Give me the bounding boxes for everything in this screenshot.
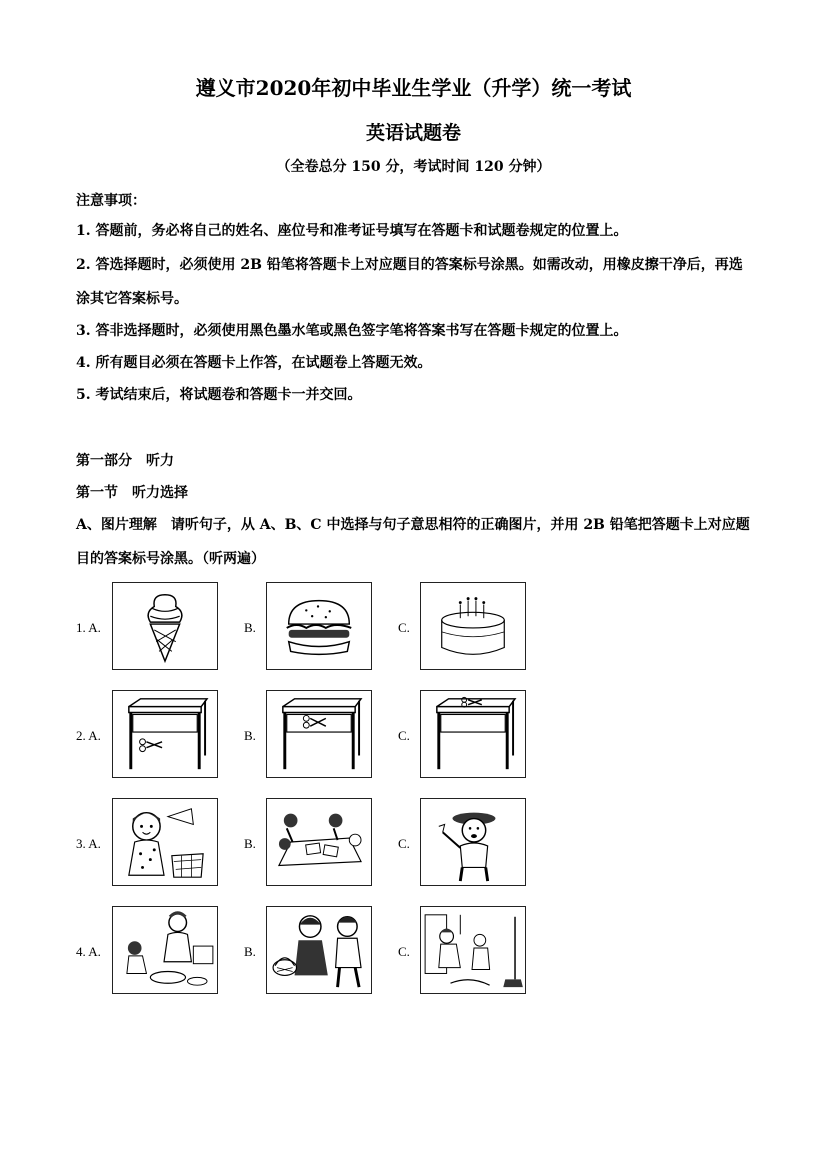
q3-image-c[interactable] <box>420 798 526 886</box>
ice-cream-cone-icon <box>113 583 217 669</box>
section-instruction: A、图片理解 请听句子，从 A、B、C 中选择与句子意思相符的正确图片，并用 2B 铅笔把答题卡上对应题目的答案标号涂黑。（听两遍） <box>76 517 750 567</box>
girl-with-flower-and-basket-icon <box>113 799 217 885</box>
exam-title: 遵义市2020年初中毕业生学业（升学）统一考试 <box>195 76 632 100</box>
q2-image-a[interactable] <box>112 690 218 778</box>
q4-image-b[interactable] <box>266 906 372 994</box>
section-title: 第一节 听力选择 <box>76 485 188 501</box>
boy-with-basket-and-friend-icon <box>267 907 371 993</box>
q1-image-a[interactable] <box>112 582 218 670</box>
family-cleaning-house-icon <box>421 907 525 993</box>
note-item-2: 2. 答选择题时，必须使用 2B 铅笔将答题卡上对应题目的答案标号涂黑。如需改动，用橡皮擦干净后，再选涂其它答案标号。 <box>76 257 743 307</box>
scissors-on-table-icon <box>421 691 525 777</box>
q1-image-c[interactable] <box>420 582 526 670</box>
note-item-1: 1. 答题前，务必将自己的姓名、座位号和准考证号填写在答题卡和试题卷规定的位置上。 <box>76 223 628 239</box>
hamburger-icon <box>267 583 371 669</box>
q1-option-b-label: B. <box>244 620 256 635</box>
q1-option-a-label: 1. A. <box>76 620 101 635</box>
q4-option-c-label: C. <box>398 944 410 959</box>
exam-info: （全卷总分 150 分，考试时间 120 分钟） <box>276 159 551 175</box>
q4-image-a[interactable] <box>112 906 218 994</box>
notes-heading: 注意事项： <box>76 193 146 209</box>
q3-image-b[interactable] <box>266 798 372 886</box>
note-item-3: 3. 答非选择题时，必须使用黑色墨水笔或黑色签字笔将答案书写在答题卡规定的位置上。 <box>76 323 628 339</box>
scissors-under-table-icon <box>113 691 217 777</box>
scissors-in-drawer-icon <box>267 691 371 777</box>
q4-option-b-label: B. <box>244 944 256 959</box>
note-item-5: 5. 考试结束后，将试题卷和答题卡一并交回。 <box>76 387 362 403</box>
boy-washing-mothers-feet-icon <box>113 907 217 993</box>
q3-option-b-label: B. <box>244 836 256 851</box>
q2-option-a-label: 2. A. <box>76 728 101 743</box>
q2-image-b[interactable] <box>266 690 372 778</box>
q1-option-c-label: C. <box>398 620 410 635</box>
q4-image-c[interactable] <box>420 906 526 994</box>
q2-option-b-label: B. <box>244 728 256 743</box>
q2-image-c[interactable] <box>420 690 526 778</box>
q3-option-a-label: 3. A. <box>76 836 101 851</box>
q3-image-a[interactable] <box>112 798 218 886</box>
part-title: 第一部分 听力 <box>76 453 174 469</box>
exam-subtitle: 英语试题卷 <box>365 122 461 144</box>
birthday-cake-icon <box>421 583 525 669</box>
girl-with-hat-singing-icon <box>421 799 525 885</box>
note-item-4: 4. 所有题目必须在答题卡上作答，在试题卷上答题无效。 <box>76 355 432 371</box>
children-drawing-at-table-icon <box>267 799 371 885</box>
q4-option-a-label: 4. A. <box>76 944 101 959</box>
q3-option-c-label: C. <box>398 836 410 851</box>
q1-image-b[interactable] <box>266 582 372 670</box>
q2-option-c-label: C. <box>398 728 410 743</box>
